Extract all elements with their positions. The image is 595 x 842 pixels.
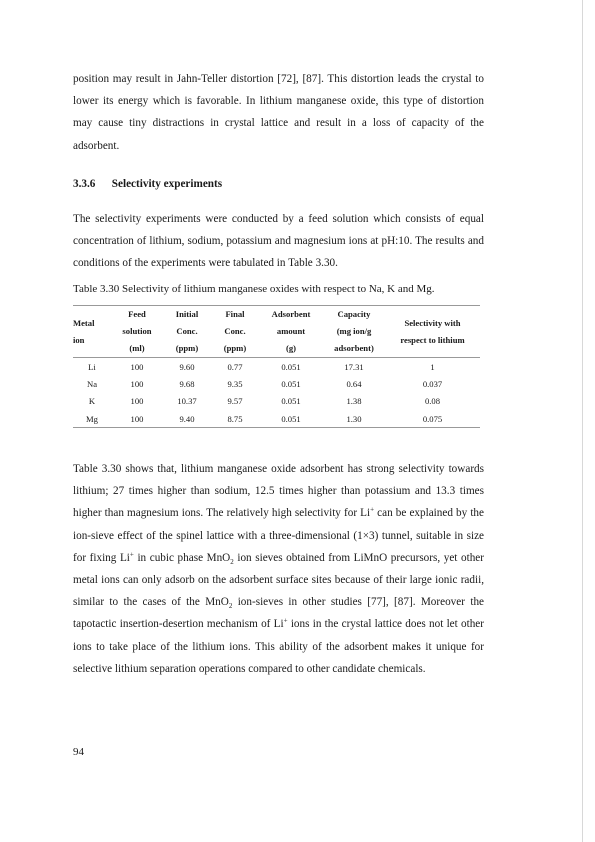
header-feed-solution: Feed solution (ml) — [122, 309, 152, 353]
paragraph-selectivity-intro: The selectivity experiments were conducted by a feed solution which consists of equal concentration of lithium, sodium, potassium and magnesium ions at pH:10. The results and conditions of the experiments were tabulated in Table 3.30. — [73, 213, 484, 270]
cell-final: 0.77 — [227, 361, 243, 372]
section-heading — [73, 178, 222, 190]
cell-capacity: 1.30 — [346, 413, 362, 424]
cell-metal: K — [88, 396, 96, 407]
section-number: 3.3.6 — [73, 178, 96, 190]
cell-adsorbent: 0.051 — [281, 396, 301, 407]
table-caption: Table 3.30 Selectivity of lithium manganese oxides with respect to Na, K and Mg. — [73, 283, 435, 295]
cell-selectivity: 0.037 — [422, 378, 443, 389]
paragraph-table-discussion: Table 3.30 shows that, lithium manganese oxide adsorbent has strong selectivity towards lithium; 27 times higher than sodium, 12.5 times higher than potassium and 13.3 times higher than magnesium ions. The relatively high selectivity for Li+ can be explained by the ion-sieve effect of the spinel lattice with a three-dimensional (1×3) tunnel, suitable in size for fixing Li+ in cubic phase MnO$_2$ ion sieves obtained from LiMnO precursors, yet other metal ions can only adsorb on the adsorbent surface sites because of their large ionic radii, similar to the cases of the MnO$_2$ ion-sieves in other studies [77], [87]. Moreover the tapotactic insertion-desertion mechanism of Li+ ions in the crystal lattice does not let other ions to take place of the lithium ions. This ability of the adsorbent makes it unique for selective lithium separation operations compared to other candidate chemicals. — [73, 463, 484, 675]
table-header-row — [73, 306, 480, 358]
cell-initial: 9.68 — [179, 378, 195, 389]
table-row — [73, 393, 480, 411]
cell-capacity: 17.31 — [344, 361, 364, 372]
cell-adsorbent: 0.051 — [281, 378, 301, 389]
header-selectivity: Selectivity with respect to lithium — [400, 317, 465, 345]
cell-feed: 100 — [130, 413, 144, 424]
section-title: Selectivity experiments — [111, 178, 223, 190]
header-final-conc: Final Conc. (ppm) — [223, 309, 247, 353]
header-adsorbent-amount: Adsorbent amount (g) — [271, 309, 311, 353]
selectivity-table — [73, 305, 480, 428]
cell-selectivity: 1 — [430, 361, 435, 372]
cell-initial: 10.37 — [177, 396, 197, 407]
cell-feed: 100 — [130, 378, 144, 389]
page-number: 94 — [73, 746, 84, 758]
header-metal-ion: Metal ion — [73, 317, 95, 345]
cell-initial: 9.60 — [179, 361, 195, 372]
cell-metal: Li — [88, 361, 96, 372]
cell-capacity: 1.38 — [346, 396, 362, 407]
cell-feed: 100 — [130, 361, 144, 372]
header-initial-conc: Initial Conc. (ppm) — [175, 309, 199, 353]
header-capacity: Capacity (mg ion/g adsorbent) — [334, 309, 374, 353]
cell-final: 9.57 — [227, 396, 243, 407]
paragraph-jahn-teller: position may result in Jahn-Teller distortion [72], [87]. This distortion leads the crystal to lower its energy which is favorable. In lithium manganese oxide, this type of distortion may cause tiny distractions in crystal lattice and result in a loss of capacity of the adsorbent. — [73, 73, 484, 152]
cell-metal: Na — [86, 378, 98, 389]
page-edge-line — [582, 0, 583, 842]
table-row — [73, 410, 480, 428]
cell-adsorbent: 0.051 — [281, 361, 301, 372]
cell-feed: 100 — [130, 396, 144, 407]
cell-final: 8.75 — [227, 413, 243, 424]
cell-initial: 9.40 — [179, 413, 195, 424]
cell-adsorbent: 0.051 — [281, 413, 301, 424]
cell-final: 9.35 — [227, 378, 243, 389]
cell-capacity: 0.64 — [346, 378, 362, 389]
cell-metal: Mg — [86, 413, 98, 424]
table-row — [73, 358, 480, 376]
cell-selectivity: 0.075 — [422, 413, 443, 424]
cell-selectivity: 0.08 — [424, 396, 441, 407]
table-row — [73, 375, 480, 393]
